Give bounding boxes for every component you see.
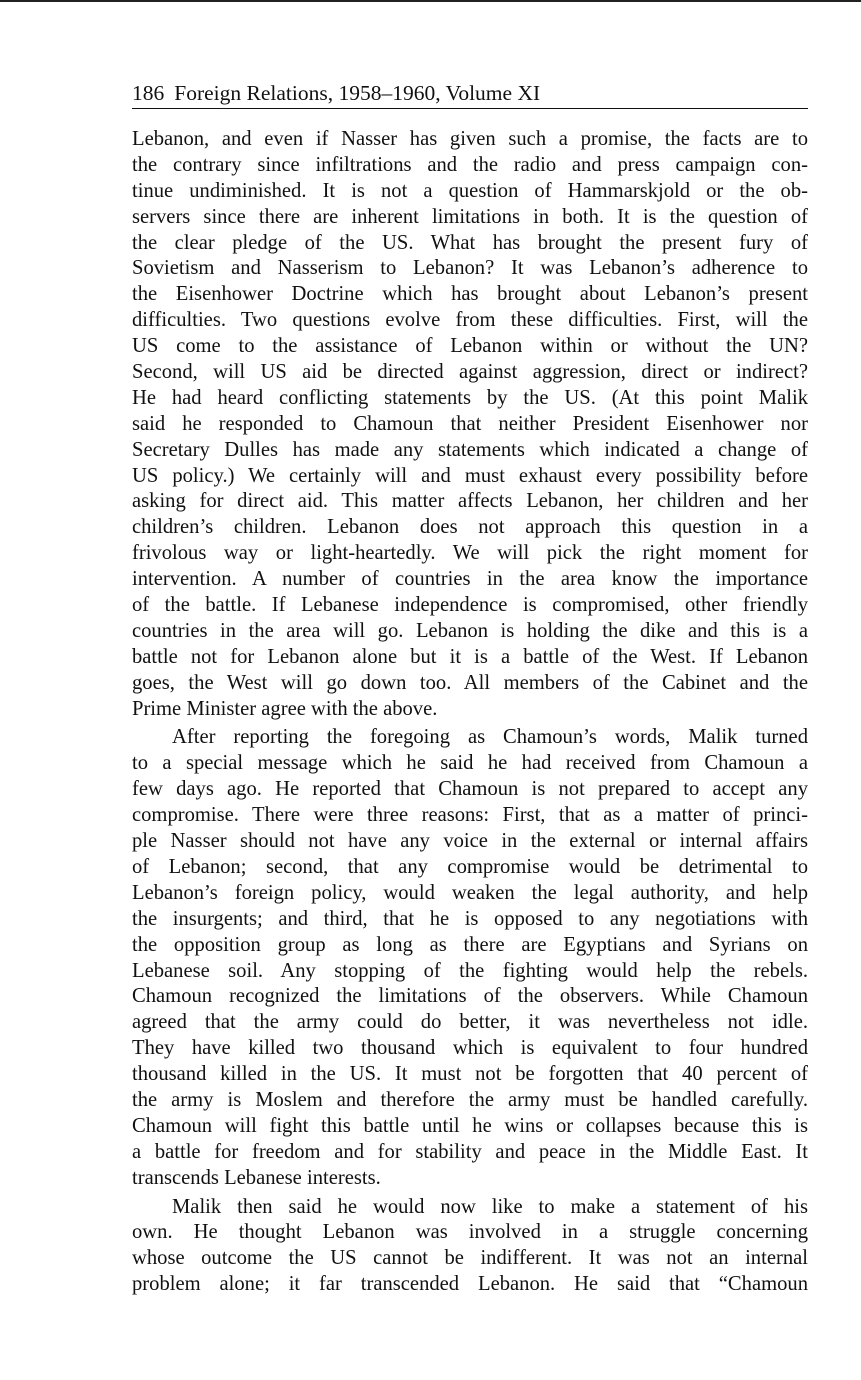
text-line: Lebanese soil. Any stopping of the fighting would help the rebels. bbox=[132, 959, 808, 982]
text-line: compromise. There were three reasons: First, that as a matter of princi- bbox=[132, 804, 808, 827]
text-line: countries in the area will go. Lebanon is holding the dike and this is a bbox=[132, 619, 808, 642]
text-line: US policy.) We certainly will and must exhaust every possibility before bbox=[132, 464, 808, 487]
text-line: of the battle. If Lebanese independence is compromised, other friendly bbox=[132, 594, 808, 617]
page-number: 186 bbox=[132, 81, 165, 105]
text-line: tinue undiminished. It is not a question of Hammarskjold or the ob- bbox=[132, 179, 808, 202]
text-line: a battle for freedom and for stability and peace in the Middle East. It bbox=[132, 1140, 808, 1163]
volume-title: Foreign Relations, 1958–1960, Volume XI bbox=[174, 81, 541, 105]
text-line: said he responded to Chamoun that neither President Eisenhower nor bbox=[132, 412, 808, 435]
text-line: the opposition group as long as there are Egyptians and Syrians on bbox=[132, 933, 808, 956]
text-line: the insurgents; and third, that he is opposed to any negotiations with bbox=[132, 907, 808, 930]
text-line: intervention. A number of countries in the area know the importance bbox=[132, 568, 808, 591]
text-line: difficulties. Two questions evolve from these difficulties. First, will the bbox=[132, 309, 808, 332]
text-line: frivolous way or light-heartedly. We will pick the right moment for bbox=[132, 542, 808, 565]
text-line: thousand killed in the US. It must not be forgotten that 40 percent of bbox=[132, 1063, 808, 1086]
text-line: asking for direct aid. This matter affects Lebanon, her children and her bbox=[132, 490, 808, 513]
text-line: transcends Lebanese interests. bbox=[132, 1166, 381, 1189]
text-line: to a special message which he said he had received from Chamoun a bbox=[132, 752, 808, 775]
text-line: Lebanon’s foreign policy, would weaken the legal authority, and help bbox=[132, 881, 808, 904]
text-line: Malik then said he would now like to make a statement of his bbox=[172, 1195, 808, 1218]
top-border-rule bbox=[0, 0, 861, 2]
running-header bbox=[132, 78, 808, 109]
document-page bbox=[132, 78, 808, 1298]
text-line: ple Nasser should not have any voice in the external or internal affairs bbox=[132, 830, 808, 853]
text-line: few days ago. He reported that Chamoun is not prepared to accept any bbox=[132, 778, 808, 801]
text-line: the clear pledge of the US. What has brought the present fury of bbox=[132, 231, 808, 254]
text-line: US come to the assistance of Lebanon within or without the UN? bbox=[132, 335, 808, 358]
text-line: of Lebanon; second, that any compromise would be detrimental to bbox=[132, 855, 808, 878]
text-line: battle not for Lebanon alone but it is a battle of the West. If Lebanon bbox=[132, 645, 808, 668]
text-line: After reporting the foregoing as Chamoun’s words, Malik turned bbox=[172, 726, 808, 749]
text-line: agreed that the army could do better, it was nevertheless not idle. bbox=[132, 1011, 808, 1034]
body-text bbox=[132, 127, 808, 1298]
paragraph bbox=[132, 725, 808, 1191]
text-line: goes, the West will go down too. All members of the Cabinet and the bbox=[132, 671, 808, 694]
paragraph bbox=[132, 1195, 808, 1299]
text-line: Chamoun will fight this battle until he wins or collapses because this is bbox=[132, 1114, 808, 1137]
text-line: Prime Minister agree with the above. bbox=[132, 697, 438, 720]
text-line: children’s children. Lebanon does not approach this question in a bbox=[132, 516, 808, 539]
text-line: whose outcome the US cannot be indifferent. It was not an internal bbox=[132, 1247, 808, 1270]
text-line: Lebanon, and even if Nasser has given such a promise, the facts are to bbox=[132, 128, 808, 150]
text-line: the army is Moslem and therefore the army must be handled carefully. bbox=[132, 1088, 808, 1111]
text-line: They have killed two thousand which is equivalent to four hundred bbox=[132, 1037, 808, 1060]
text-line: own. He thought Lebanon was involved in a struggle concerning bbox=[132, 1221, 808, 1244]
text-line: servers since there are inherent limitations in both. It is the question of bbox=[132, 205, 808, 228]
paragraph bbox=[132, 127, 808, 722]
text-line: Secretary Dulles has made any statements which indicated a change of bbox=[132, 438, 808, 461]
text-line: Second, will US aid be directed against aggression, direct or indirect? bbox=[132, 361, 808, 384]
text-line: the contrary since infiltrations and the radio and press campaign con- bbox=[132, 153, 808, 176]
text-line: problem alone; it far transcended Lebanon. He said that “Chamoun bbox=[132, 1273, 808, 1296]
text-line: He had heard conflicting statements by the US. (At this point Malik bbox=[132, 386, 808, 409]
text-line: Sovietism and Nasserism to Lebanon? It was Lebanon’s adherence to bbox=[132, 257, 808, 280]
text-line: Chamoun recognized the limitations of the observers. While Chamoun bbox=[132, 985, 808, 1008]
text-line: the Eisenhower Doctrine which has brought about Lebanon’s present bbox=[132, 283, 808, 306]
